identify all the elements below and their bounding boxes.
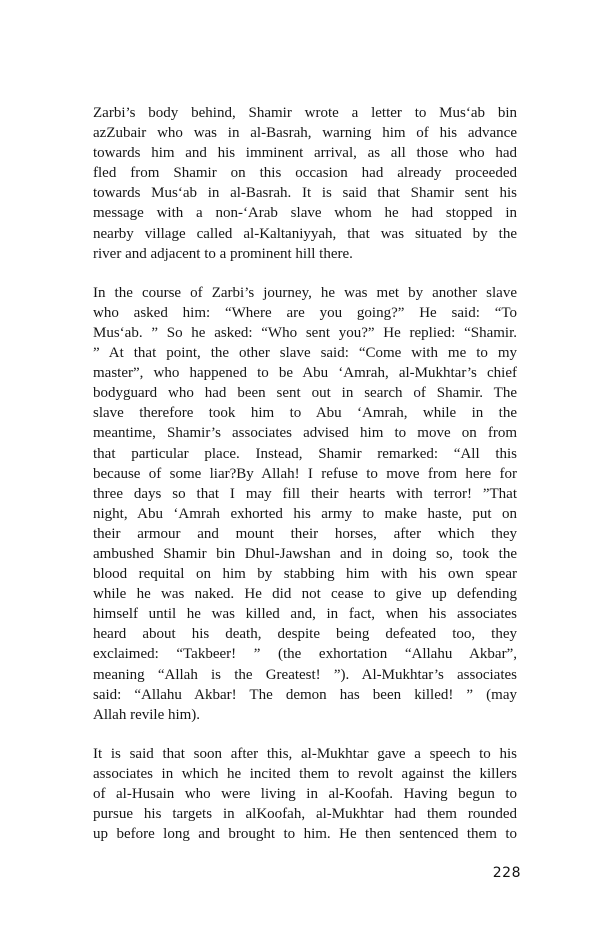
text-line: of al-Husain who were living in al-Koofah. Having begun to — [93, 786, 517, 802]
text-line: three days so that I may fill their hearts with terror! ”That — [93, 485, 517, 502]
text-line: pursue his targets in alKoofah, al-Mukhtar had them rounded — [93, 806, 517, 823]
text-line: azZubair who was in al-Basrah, warning him of his advance — [93, 125, 517, 142]
text-line: towards Mus‘ab in al-Basrah. It is said that Shamir sent his — [93, 185, 517, 202]
text-line: heard about his death, despite being defeated too, they — [93, 626, 517, 643]
text-line: river and adjacent to a prominent hill there. — [93, 245, 353, 262]
text-line: meantime, Shamir’s associates advised him to move on from — [93, 425, 517, 442]
text-line: Zarbi’s body behind, Shamir wrote a letter to Mus‘ab bin — [93, 105, 517, 121]
paragraph-3 — [93, 744, 517, 844]
text-line: slave therefore took him to Abu ‘Amrah, while in the — [93, 405, 517, 422]
text-line: In the course of Zarbi’s journey, he was met by another slave — [93, 284, 517, 301]
text-line: message with a non-‘Arab slave whom he had stopped in — [93, 205, 517, 222]
text-line: Mus‘ab. ” So he asked: “Who sent you?” He replied: “Shamir. — [93, 324, 517, 341]
text-line: blood requital on him by stabbing him with his own spear — [93, 566, 517, 583]
text-line: that particular place. Instead, Shamir remarked: “All this — [93, 445, 517, 462]
page-number: 228 — [492, 865, 521, 881]
text-line: said: “Allahu Akbar! The demon has been killed! ” (may — [93, 686, 517, 703]
text-line: up before long and brought to him. He then sentenced them to — [93, 826, 517, 843]
text-line: because of some liar?By Allah! I refuse to move from here for — [93, 465, 517, 482]
text-line: towards him and his imminent arrival, as all those who had — [93, 145, 517, 162]
text-line: Allah revile him). — [93, 706, 201, 723]
text-line: associates in which he incited them to revolt against the killers — [93, 765, 517, 782]
text-line: It is said that soon after this, al-Mukhtar gave a speech to his — [93, 745, 517, 762]
text-line: while he was naked. He did not cease to give up defending — [93, 586, 517, 603]
body-text — [93, 103, 517, 863]
text-line: fled from Shamir on this occasion had already proceeded — [93, 165, 517, 182]
text-line: who asked him: “Where are you going?” He said: “To — [93, 304, 517, 321]
text-line: ambushed Shamir bin Dhul-Jawshan and in doing so, took the — [93, 545, 517, 562]
paragraph-2 — [93, 283, 517, 725]
text-line: nearby village called al-Kaltaniyyah, that was situated by the — [93, 225, 517, 242]
text-line: their armour and mount their horses, after which they — [93, 525, 517, 542]
text-line: himself until he was killed and, in fact, when his associates — [93, 606, 517, 623]
text-line: exclaimed: “Takbeer! ” (the exhortation “Allahu Akbar”, — [93, 646, 517, 663]
text-line: night, Abu ‘Amrah exhorted his army to make haste, put on — [93, 505, 517, 522]
text-line: ” At that point, the other slave said: “Come with me to my — [93, 345, 517, 362]
text-line: master”, who happened to be Abu ‘Amrah, al-Mukhtar’s chief — [93, 365, 517, 382]
text-line: bodyguard who had been sent out in search of Shamir. The — [93, 385, 517, 402]
text-line: meaning “Allah is the Greatest! ”). Al-Mukhtar’s associates — [93, 666, 517, 683]
paragraph-1 — [93, 103, 517, 264]
